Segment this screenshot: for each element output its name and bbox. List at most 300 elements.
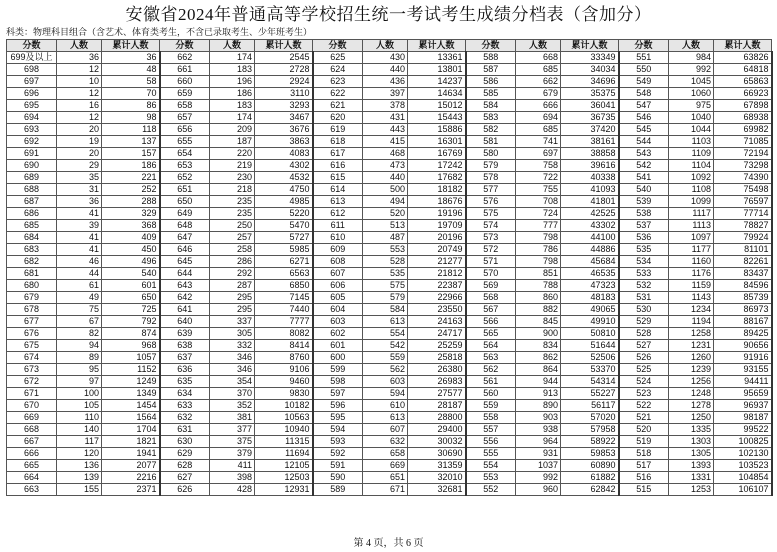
score-cell: 699及以上 [7,52,57,64]
count-cell: 97 [57,376,102,388]
count-cell: 992 [516,472,561,484]
count-cell: 1040 [669,112,714,124]
score-cell: 680 [7,280,57,292]
cumulative-count-cell: 63826 [714,52,772,64]
score-cell: 658 [160,100,210,112]
count-cell: 1104 [669,160,714,172]
count-cell: 295 [210,292,255,304]
table-row [7,64,772,76]
cumulative-count-cell: 3467 [255,112,313,124]
cumulative-count-cell: 30032 [408,436,466,448]
count-cell: 209 [210,124,255,136]
score-cell: 587 [466,64,516,76]
count-cell: 1258 [669,328,714,340]
cumulative-count-cell: 66923 [714,88,772,100]
score-cell: 526 [619,352,669,364]
count-cell: 1260 [669,352,714,364]
cumulative-count-cell: 2216 [102,472,160,484]
count-cell: 31 [57,184,102,196]
cumulative-count-cell: 21812 [408,268,466,280]
score-cell: 623 [313,76,363,88]
count-cell: 1194 [669,316,714,328]
table-row [7,196,772,208]
count-cell: 295 [210,304,255,316]
column-header: 人数 [516,40,561,52]
score-cell: 572 [466,244,516,256]
count-cell: 1160 [669,256,714,268]
cumulative-count-cell: 59853 [561,448,619,460]
cumulative-count-cell: 36041 [561,100,619,112]
count-cell: 890 [516,400,561,412]
table-row [7,112,772,124]
count-cell: 1060 [669,88,714,100]
count-cell: 864 [516,364,561,376]
cumulative-count-cell: 19709 [408,220,466,232]
count-cell: 411 [210,460,255,472]
score-cell: 571 [466,256,516,268]
score-cell: 667 [7,436,57,448]
cumulative-count-cell: 41801 [561,196,619,208]
cumulative-count-cell: 25259 [408,340,466,352]
score-cell: 543 [619,148,669,160]
table-row [7,328,772,340]
cumulative-count-cell: 3293 [255,100,313,112]
column-header: 分数 [160,40,210,52]
cumulative-count-cell: 57958 [561,424,619,436]
count-cell: 95 [57,364,102,376]
score-cell: 677 [7,316,57,328]
count-cell: 903 [516,412,561,424]
score-cell: 595 [313,412,363,424]
count-cell: 440 [363,172,408,184]
count-cell: 230 [210,172,255,184]
cumulative-count-cell: 98187 [714,412,772,424]
count-cell: 1231 [669,340,714,352]
cumulative-count-cell: 68938 [714,112,772,124]
score-cell: 603 [313,316,363,328]
cumulative-count-cell: 73298 [714,160,772,172]
score-cell: 608 [313,256,363,268]
cumulative-count-cell: 4532 [255,172,313,184]
cumulative-count-cell: 57020 [561,412,619,424]
cumulative-count-cell: 38161 [561,136,619,148]
table-row [7,280,772,292]
cumulative-count-cell: 2728 [255,64,313,76]
score-cell: 652 [160,172,210,184]
cumulative-count-cell: 29400 [408,424,466,436]
count-cell: 258 [210,244,255,256]
column-header: 累计人数 [102,40,160,52]
score-cell: 620 [313,112,363,124]
score-cell: 537 [619,220,669,232]
count-cell: 1143 [669,292,714,304]
score-cell: 552 [466,484,516,496]
count-cell: 346 [210,352,255,364]
count-cell: 46 [57,256,102,268]
cumulative-count-cell: 61882 [561,472,619,484]
count-cell: 140 [57,424,102,436]
cumulative-count-cell: 67898 [714,100,772,112]
count-cell: 94 [57,340,102,352]
score-cell: 656 [160,124,210,136]
score-cell: 664 [7,472,57,484]
cumulative-count-cell: 35375 [561,88,619,100]
cumulative-count-cell: 31359 [408,460,466,472]
score-cell: 534 [619,256,669,268]
score-cell: 569 [466,280,516,292]
cumulative-count-cell: 5727 [255,232,313,244]
count-cell: 174 [210,52,255,64]
cumulative-count-cell: 601 [102,280,160,292]
score-cell: 654 [160,148,210,160]
cumulative-count-cell: 54314 [561,376,619,388]
score-cell: 591 [313,460,363,472]
score-cell: 640 [160,316,210,328]
count-cell: 1305 [669,448,714,460]
score-cell: 585 [466,88,516,100]
table-row [7,460,772,472]
count-cell: 1037 [516,460,561,472]
table-row [7,448,772,460]
cumulative-count-cell: 1152 [102,364,160,376]
cumulative-count-cell: 1821 [102,436,160,448]
cumulative-count-cell: 450 [102,244,160,256]
column-header: 分数 [619,40,669,52]
table-row [7,52,772,64]
score-cell: 635 [160,376,210,388]
cumulative-count-cell: 102130 [714,448,772,460]
count-cell: 346 [210,364,255,376]
table-row [7,400,772,412]
score-cell: 580 [466,148,516,160]
score-cell: 516 [619,472,669,484]
score-cell: 609 [313,244,363,256]
table-row [7,376,772,388]
column-header: 人数 [363,40,408,52]
cumulative-count-cell: 10940 [255,424,313,436]
score-cell: 644 [160,268,210,280]
score-cell: 532 [619,280,669,292]
score-cell: 638 [160,340,210,352]
count-cell: 1113 [669,220,714,232]
score-cell: 697 [7,76,57,88]
cumulative-count-cell: 50810 [561,328,619,340]
count-cell: 584 [363,304,408,316]
cumulative-count-cell: 16769 [408,148,466,160]
count-cell: 845 [516,316,561,328]
table-header-row [7,40,772,52]
score-cell: 520 [619,424,669,436]
score-cell: 626 [160,484,210,496]
count-cell: 668 [516,52,561,64]
score-cell: 693 [7,124,57,136]
count-cell: 174 [210,112,255,124]
count-cell: 938 [516,424,561,436]
count-cell: 1108 [669,184,714,196]
score-cell: 606 [313,280,363,292]
score-cell: 625 [313,52,363,64]
count-cell: 16 [57,100,102,112]
cumulative-count-cell: 45684 [561,256,619,268]
count-cell: 10 [57,76,102,88]
table-row [7,268,772,280]
table-row [7,232,772,244]
score-cell: 597 [313,388,363,400]
table-row [7,148,772,160]
count-cell: 786 [516,244,561,256]
score-cell: 637 [160,352,210,364]
score-cell: 540 [619,184,669,196]
cumulative-count-cell: 12105 [255,460,313,472]
score-cell: 698 [7,64,57,76]
score-distribution-table [6,39,773,496]
count-cell: 468 [363,148,408,160]
count-cell: 220 [210,148,255,160]
cumulative-count-cell: 4302 [255,160,313,172]
score-cell: 575 [466,208,516,220]
score-cell: 647 [160,232,210,244]
count-cell: 964 [516,436,561,448]
score-cell: 541 [619,172,669,184]
count-cell: 375 [210,436,255,448]
cumulative-count-cell: 82261 [714,256,772,268]
cumulative-count-cell: 17242 [408,160,466,172]
score-cell: 657 [160,112,210,124]
cumulative-count-cell: 1704 [102,424,160,436]
table-row [7,124,772,136]
count-cell: 1248 [669,388,714,400]
score-cell: 630 [160,436,210,448]
cumulative-count-cell: 24717 [408,328,466,340]
cumulative-count-cell: 83437 [714,268,772,280]
score-cell: 556 [466,436,516,448]
count-cell: 685 [516,124,561,136]
count-cell: 862 [516,352,561,364]
score-cell: 672 [7,376,57,388]
score-cell: 524 [619,376,669,388]
cumulative-count-cell: 47323 [561,280,619,292]
count-cell: 1159 [669,280,714,292]
score-cell: 533 [619,268,669,280]
score-cell: 547 [619,100,669,112]
cumulative-count-cell: 32010 [408,472,466,484]
score-cell: 686 [7,208,57,220]
score-cell: 600 [313,352,363,364]
cumulative-count-cell: 32681 [408,484,466,496]
count-cell: 370 [210,388,255,400]
page-title: 安徽省2024年普通高等学校招生统一考试考生成绩分档表（含加分） [125,5,652,24]
score-cell: 602 [313,328,363,340]
count-cell: 1331 [669,472,714,484]
score-cell: 694 [7,112,57,124]
count-cell: 12 [57,112,102,124]
count-cell: 1256 [669,376,714,388]
count-cell: 607 [363,424,408,436]
score-cell: 632 [160,412,210,424]
score-cell: 536 [619,232,669,244]
score-cell: 639 [160,328,210,340]
cumulative-count-cell: 368 [102,220,160,232]
count-cell: 443 [363,124,408,136]
table-row [7,352,772,364]
count-cell: 1393 [669,460,714,472]
count-cell: 1335 [669,424,714,436]
cumulative-count-cell: 7145 [255,292,313,304]
cumulative-count-cell: 24163 [408,316,466,328]
score-cell: 596 [313,400,363,412]
cumulative-count-cell: 4083 [255,148,313,160]
count-cell: 632 [363,436,408,448]
cumulative-count-cell: 27577 [408,388,466,400]
cumulative-count-cell: 71085 [714,136,772,148]
column-header: 累计人数 [408,40,466,52]
table-row [7,256,772,268]
score-cell: 564 [466,340,516,352]
count-cell: 105 [57,400,102,412]
cumulative-count-cell: 3863 [255,136,313,148]
score-cell: 629 [160,448,210,460]
cumulative-count-cell: 56117 [561,400,619,412]
cumulative-count-cell: 6563 [255,268,313,280]
score-cell: 683 [7,244,57,256]
score-cell: 633 [160,400,210,412]
score-cell: 612 [313,208,363,220]
score-cell: 522 [619,400,669,412]
score-cell: 529 [619,316,669,328]
cumulative-count-cell: 7777 [255,316,313,328]
score-cell: 611 [313,220,363,232]
score-cell: 593 [313,436,363,448]
cumulative-count-cell: 6271 [255,256,313,268]
column-header: 分数 [7,40,57,52]
count-cell: 183 [210,64,255,76]
cumulative-count-cell: 100825 [714,436,772,448]
count-cell: 218 [210,184,255,196]
score-cell: 528 [619,328,669,340]
count-cell: 658 [363,448,408,460]
cumulative-count-cell: 11315 [255,436,313,448]
cumulative-count-cell: 84596 [714,280,772,292]
cumulative-count-cell: 15443 [408,112,466,124]
score-cell: 584 [466,100,516,112]
score-cell: 561 [466,376,516,388]
count-cell: 758 [516,160,561,172]
score-cell: 627 [160,472,210,484]
cumulative-count-cell: 4750 [255,184,313,196]
count-cell: 613 [363,316,408,328]
count-cell: 29 [57,160,102,172]
cumulative-count-cell: 15012 [408,100,466,112]
count-cell: 41 [57,244,102,256]
count-cell: 755 [516,184,561,196]
score-cell: 655 [160,136,210,148]
count-cell: 287 [210,280,255,292]
count-cell: 196 [210,76,255,88]
score-cell: 617 [313,148,363,160]
count-cell: 613 [363,412,408,424]
count-cell: 186 [210,88,255,100]
score-cell: 674 [7,352,57,364]
score-cell: 550 [619,64,669,76]
count-cell: 882 [516,304,561,316]
count-cell: 992 [669,64,714,76]
score-cell: 560 [466,388,516,400]
count-cell: 1097 [669,232,714,244]
count-cell: 235 [210,196,255,208]
score-cell: 688 [7,184,57,196]
count-cell: 513 [363,220,408,232]
count-cell: 603 [363,376,408,388]
score-cell: 578 [466,172,516,184]
count-cell: 520 [363,208,408,220]
table-row [7,436,772,448]
count-cell: 67 [57,316,102,328]
count-cell: 431 [363,112,408,124]
cumulative-count-cell: 18182 [408,184,466,196]
count-cell: 931 [516,448,561,460]
cumulative-count-cell: 9460 [255,376,313,388]
count-cell: 1234 [669,304,714,316]
score-cell: 616 [313,160,363,172]
count-cell: 741 [516,136,561,148]
score-cell: 582 [466,124,516,136]
score-cell: 559 [466,400,516,412]
count-cell: 120 [57,448,102,460]
score-cell: 659 [160,88,210,100]
cumulative-count-cell: 186 [102,160,160,172]
score-cell: 570 [466,268,516,280]
score-cell: 589 [313,484,363,496]
count-cell: 834 [516,340,561,352]
cumulative-count-cell: 98 [102,112,160,124]
score-cell: 515 [619,484,669,496]
cumulative-count-cell: 95659 [714,388,772,400]
score-cell: 675 [7,340,57,352]
cumulative-count-cell: 58922 [561,436,619,448]
count-cell: 722 [516,172,561,184]
count-cell: 332 [210,340,255,352]
count-cell: 1253 [669,484,714,496]
cumulative-count-cell: 96937 [714,400,772,412]
cumulative-count-cell: 496 [102,256,160,268]
cumulative-count-cell: 10182 [255,400,313,412]
cumulative-count-cell: 540 [102,268,160,280]
cumulative-count-cell: 49910 [561,316,619,328]
count-cell: 473 [363,160,408,172]
score-cell: 663 [7,484,57,496]
column-header: 分数 [313,40,363,52]
score-cell: 650 [160,196,210,208]
score-cell: 557 [466,424,516,436]
score-cell: 666 [7,448,57,460]
count-cell: 235 [210,208,255,220]
score-cell: 566 [466,316,516,328]
count-cell: 286 [210,256,255,268]
score-cell: 598 [313,376,363,388]
cumulative-count-cell: 42525 [561,208,619,220]
count-cell: 562 [363,364,408,376]
score-cell: 690 [7,160,57,172]
score-cell: 554 [466,460,516,472]
cumulative-count-cell: 16301 [408,136,466,148]
score-cell: 527 [619,340,669,352]
count-cell: 685 [516,64,561,76]
cumulative-count-cell: 34034 [561,64,619,76]
count-cell: 19 [57,136,102,148]
cumulative-count-cell: 9106 [255,364,313,376]
score-cell: 555 [466,448,516,460]
score-cell: 544 [619,136,669,148]
